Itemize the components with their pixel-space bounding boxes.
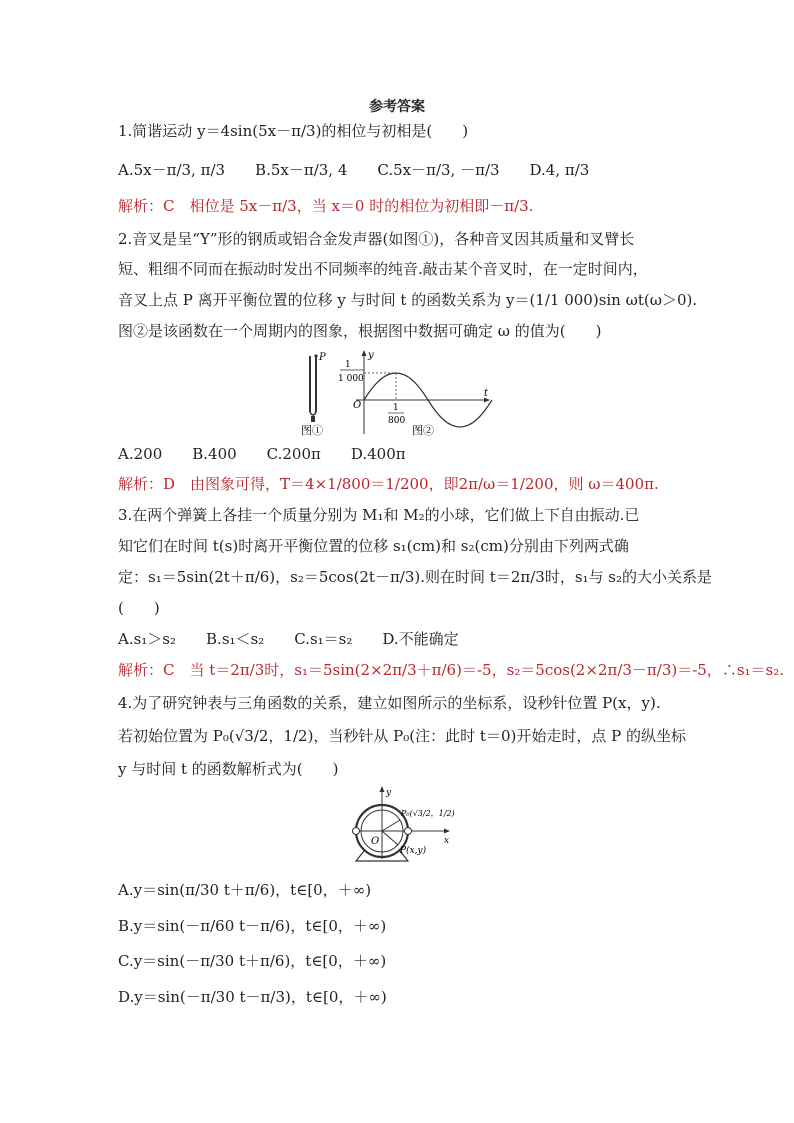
q2-stem-line: 2.音叉是呈“Y”形的钢质或铝合金发声器(如图①)，各种音叉因其质量和叉臂长 xyxy=(118,230,635,248)
q4-option: D.y＝sin(－π/30 t－π/3)，t∈[0，＋∞) xyxy=(118,988,387,1006)
q4-option: A.y＝sin(π/30 t＋π/6)，t∈[0，＋∞) xyxy=(118,881,372,899)
q1-options: A.5x－π/3, π/3 B.5x－π/3, 4 C.5x－π/3, －π/3 D.4, π/3 xyxy=(118,161,590,179)
q2-stem-line: 图②是该函数在一个周期内的图象，根据图中数据可确定 ω 的值为( ) xyxy=(118,322,602,340)
clock-origin-label: O xyxy=(371,836,380,847)
q4-stem-line: 4.为了研究钟表与三角函数的关系，建立如图所示的坐标系，设秒针位置 P(x，y). xyxy=(118,694,661,712)
q1-answer: 解析：C 相位是 5x－π/3，当 x＝0 时的相位为初相即－π/3. xyxy=(118,197,534,215)
tuning-fork-figure xyxy=(298,350,334,436)
q2-stem-line: 短、粗细不同而在振动时发出不同频率的纯音.敲击某个音叉时，在一定时间内， xyxy=(118,260,648,278)
t-tick-denominator: 800 xyxy=(388,416,406,426)
q4-option: B.y＝sin(－π/60 t－π/6)，t∈[0，＋∞) xyxy=(118,917,387,935)
graph-y-axis-label: y xyxy=(368,350,374,361)
y-tick-denominator: 1 000 xyxy=(338,374,364,384)
t-tick-numerator: 1 xyxy=(393,403,399,413)
q3-stem-line: 知它们在时间 t(s)时离开平衡位置的位移 s₁(cm)和 s₂(cm)分别由下列两式确 xyxy=(118,537,629,555)
q2-options: A.200 B.400 C.200π D.400π xyxy=(118,445,406,463)
q4-option: C.y＝sin(－π/30 t＋π/6)，t∈[0，＋∞) xyxy=(118,952,387,970)
q3-answer: 解析：C 当 t＝2π/3时，s₁＝5sin(2×2π/3＋π/6)＝-5，s₂＝5cos(2×2π/3－π/3)＝-5，∴s₁＝s₂. xyxy=(118,661,785,679)
q1-stem: 1.简谐运动 y＝4sin(5x－π/3)的相位与初相是( ) xyxy=(118,122,469,140)
p0-label: P₀(√3/2，1/2) xyxy=(401,809,455,818)
clock-x-axis-label: x xyxy=(444,836,450,846)
q2-stem-line: 音叉上点 P 离开平衡位置的位移 y 与时间 t 的函数关系为 y＝(1/1 000)sin ωt(ω＞0). xyxy=(118,291,698,309)
q4-stem-line: 若初始位置为 P₀(√3/2，1/2)，当秒针从 P₀(注：此时 t＝0)开始走时，点 P 的纵坐标 xyxy=(118,727,686,745)
q3-stem-line: 定：s₁＝5sin(2t＋π/6)，s₂＝5cos(2t－π/3).则在时间 t＝2π/3时，s₁与 s₂的大小关系是 xyxy=(118,568,713,586)
q3-stem-line: ( ) xyxy=(118,599,160,617)
graph-origin-label: O xyxy=(353,400,362,411)
q3-options: A.s₁＞s₂ B.s₁＜s₂ C.s₁＝s₂ D.不能确定 xyxy=(118,630,459,648)
point-p-icon xyxy=(314,354,317,357)
sine-graph-figure xyxy=(334,348,494,438)
clock-figure xyxy=(346,785,458,865)
q3-stem-line: 3.在两个弹簧上各挂一个质量分别为 M₁和 M₂的小球，它们做上下自由振动.已 xyxy=(118,506,640,524)
fig1-caption: 图① xyxy=(301,424,323,436)
page-title: 参考答案 xyxy=(369,99,425,115)
fig2-caption: 图② xyxy=(412,424,434,437)
y-tick-numerator: 1 xyxy=(345,360,351,370)
q4-stem-line: y 与时间 t 的函数解析式为( ) xyxy=(118,760,339,778)
q2-answer: 解析：D 由图象可得，T＝4×1/800＝1/200，即2π/ω＝1/200，则 ω＝400π. xyxy=(118,475,659,493)
fork-point-label: P xyxy=(319,352,326,363)
graph-t-axis-label: t xyxy=(484,388,489,399)
p-label: P(x,y) xyxy=(400,846,427,856)
clock-y-axis-label: y xyxy=(386,788,392,798)
